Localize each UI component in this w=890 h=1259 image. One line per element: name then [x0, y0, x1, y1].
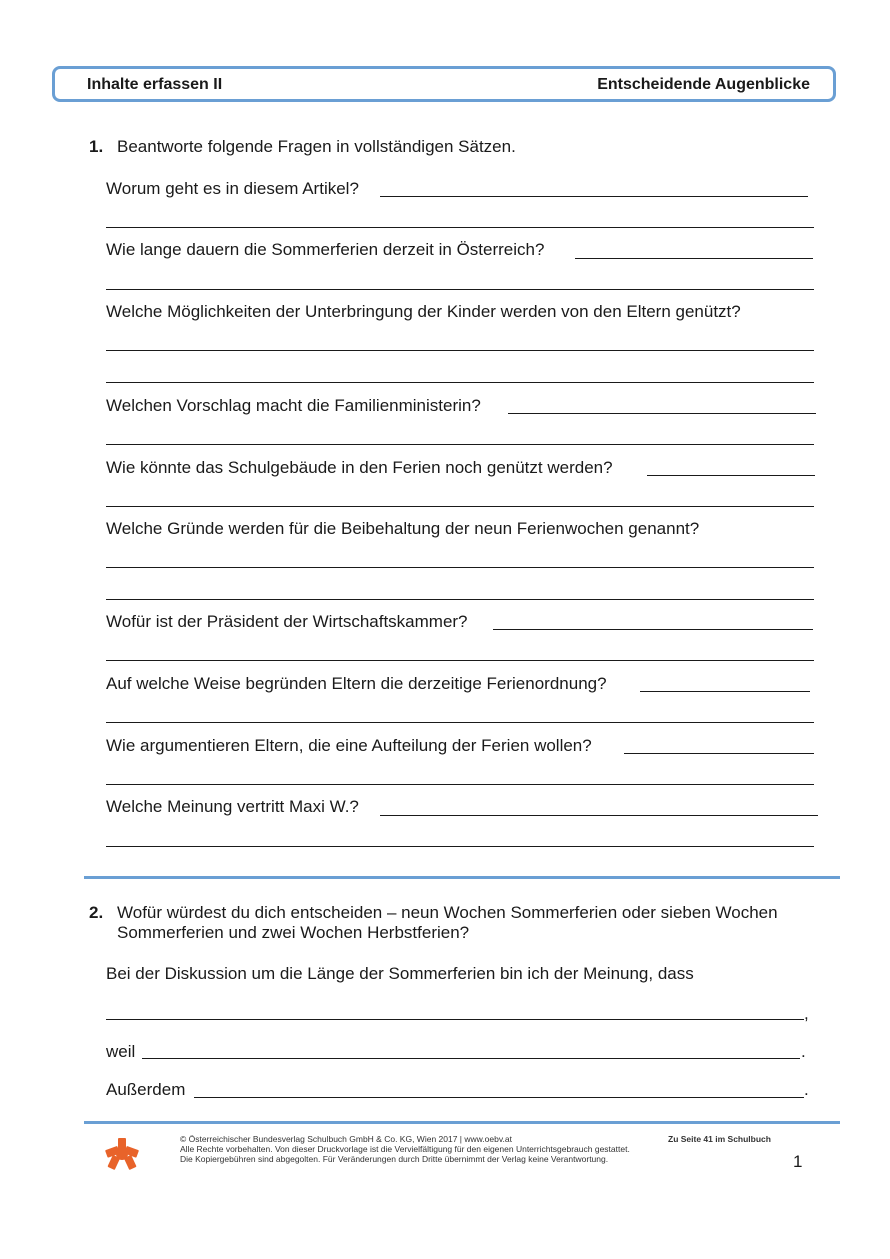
answer-line[interactable]	[106, 506, 814, 507]
footer-copyright: © Österreichischer Bundesverlag Schulbuch GmbH & Co. KG, Wien 2017 | www.oebv.at	[180, 1134, 512, 1144]
question-4: Welchen Vorschlag macht die Familienministerin?	[106, 396, 481, 415]
page-number: 1	[793, 1152, 803, 1171]
question-8: Auf welche Weise begründen Eltern die derzeitige Ferienordnung?	[106, 674, 607, 693]
task1-number: 1.	[89, 137, 104, 156]
footer-legal	[180, 1134, 630, 1164]
task2-instruction-line2: Sommerferien und zwei Wochen Herbstferien?	[117, 923, 470, 942]
question-2: Wie lange dauern die Sommerferien derzeit in Österreich?	[106, 240, 545, 259]
period-mark: .	[801, 1042, 806, 1061]
question-7: Wofür ist der Präsident der Wirtschaftskammer?	[106, 612, 468, 631]
task2-number: 2.	[89, 903, 104, 922]
footer-rights-2: Die Kopiergebühren sind abgegolten. Für Veränderungen durch Dritte übernimmt der Verlag keine Verantwortung.	[180, 1154, 609, 1164]
header-left-title: Inhalte erfassen II	[87, 76, 223, 93]
answer-line[interactable]	[106, 722, 814, 723]
task1-instruction: Beantworte folgende Fragen in vollständigen Sätzen.	[117, 137, 516, 156]
header-right-title: Entscheidende Augenblicke	[597, 76, 810, 93]
footer-rights-1: Alle Rechte vorbehalten. Von dieser Druckvorlage ist die Vervielfältigung für den eigenen Unterrichtsgebrauch gestattet.	[180, 1144, 630, 1154]
task2-instruction-line1: Wofür würdest du dich entscheiden – neun Wochen Sommerferien oder sieben Wochen	[117, 903, 778, 922]
answer-line[interactable]	[624, 753, 814, 754]
task2-prompt: Bei der Diskussion um die Länge der Sommerferien bin ich der Meinung, dass	[106, 964, 694, 983]
answer-line[interactable]	[106, 567, 814, 568]
answer-line[interactable]	[508, 413, 816, 414]
answer-line[interactable]	[493, 629, 813, 630]
publisher-logo-icon	[104, 1136, 140, 1172]
ausserdem-label: Außerdem	[106, 1080, 186, 1099]
weil-label: weil	[106, 1042, 136, 1061]
answer-line[interactable]	[380, 815, 818, 816]
footer-reference: Zu Seite 41 im Schulbuch	[668, 1134, 771, 1144]
answer-line[interactable]	[106, 350, 814, 351]
answer-line[interactable]	[575, 258, 813, 259]
comma-mark: ,	[804, 1004, 809, 1023]
answer-line[interactable]	[106, 382, 814, 383]
period-mark: .	[804, 1080, 809, 1099]
answer-line[interactable]	[194, 1097, 804, 1098]
question-3: Welche Möglichkeiten der Unterbringung der Kinder werden von den Eltern genützt?	[106, 302, 741, 321]
answer-line[interactable]	[106, 846, 814, 847]
answer-line[interactable]	[106, 599, 814, 600]
answer-line[interactable]	[380, 196, 808, 197]
answer-line[interactable]	[142, 1058, 800, 1059]
answer-line[interactable]	[640, 691, 810, 692]
question-5: Wie könnte das Schulgebäude in den Ferien noch genützt werden?	[106, 458, 613, 477]
answer-line[interactable]	[106, 227, 814, 228]
answer-line[interactable]	[106, 1019, 804, 1020]
question-9: Wie argumentieren Eltern, die eine Aufteilung der Ferien wollen?	[106, 736, 592, 755]
question-1: Worum geht es in diesem Artikel?	[106, 179, 359, 198]
section-divider	[84, 876, 840, 879]
answer-line[interactable]	[647, 475, 815, 476]
answer-line[interactable]	[106, 660, 814, 661]
answer-line[interactable]	[106, 289, 814, 290]
answer-line[interactable]	[106, 784, 814, 785]
question-6: Welche Gründe werden für die Beibehaltung der neun Ferienwochen genannt?	[106, 519, 700, 538]
answer-line[interactable]	[106, 444, 814, 445]
footer-divider	[84, 1121, 840, 1124]
question-10: Welche Meinung vertritt Maxi W.?	[106, 797, 359, 816]
